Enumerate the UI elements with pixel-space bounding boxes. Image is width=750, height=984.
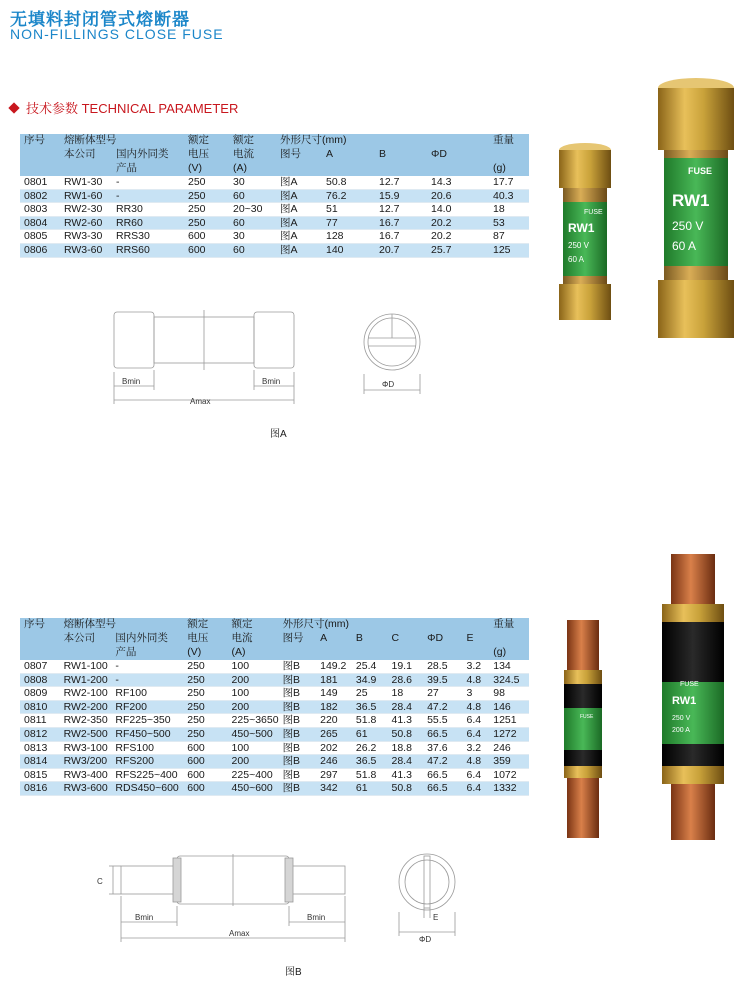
table-row xyxy=(20,782,529,796)
col-weight: 重量 xyxy=(489,618,529,632)
table-row xyxy=(20,687,529,701)
fuse-photo-b xyxy=(562,552,742,842)
cell-fig: 图B xyxy=(279,768,317,782)
col-dim-a: A xyxy=(322,148,375,162)
cell-seq: 0808 xyxy=(20,673,60,687)
page-title-cn: 无填料封闭管式熔断器 xyxy=(10,10,190,29)
col-current-2: 电流 xyxy=(229,148,276,162)
cell-model: RW2-60 xyxy=(60,216,112,230)
cell-A: 342 xyxy=(316,782,352,796)
cell-equiv: RRS60 xyxy=(112,243,184,257)
cell-equiv: RF450~500 xyxy=(111,727,183,741)
col-fig: 图号 xyxy=(276,148,322,162)
cell-w: 134 xyxy=(489,660,529,673)
cell-v: 250 xyxy=(183,660,227,673)
cell-C: 41.3 xyxy=(388,714,424,728)
cell-a: 200 xyxy=(228,755,279,769)
col-dim-b: B xyxy=(375,148,427,162)
cell-w: 53 xyxy=(489,216,529,230)
cell-v: 250 xyxy=(183,687,227,701)
cell-E: 3 xyxy=(463,687,490,701)
cell-fig: 图B xyxy=(279,741,317,755)
photo-a-small-voltage: 250 V xyxy=(568,241,589,250)
cell-a: 100 xyxy=(228,741,279,755)
cell-v: 250 xyxy=(183,714,227,728)
table-row xyxy=(20,216,529,230)
col-model-group: 熔断体型号 xyxy=(60,134,184,148)
col-current-unit: (A) xyxy=(229,162,276,176)
cell-B: 26.2 xyxy=(352,741,388,755)
cell-A: 77 xyxy=(322,216,375,230)
col-current-unit: (A) xyxy=(228,646,279,660)
col-dim-d: ΦD xyxy=(423,632,462,646)
figure-a-drawing xyxy=(100,300,440,440)
figure-b-drawing xyxy=(95,850,465,960)
col-model-ours: 本公司 xyxy=(60,148,112,162)
cell-fig: 图A xyxy=(276,176,322,189)
cell-a: 60 xyxy=(229,189,276,203)
cell-model: RW1-100 xyxy=(60,660,112,673)
cell-D: 20.2 xyxy=(427,216,489,230)
cell-v: 600 xyxy=(184,230,229,244)
photo-a-large-current: 60 A xyxy=(672,239,697,253)
cell-B: 16.7 xyxy=(375,230,427,244)
cell-A: 76.2 xyxy=(322,189,375,203)
fig-a-dia: ΦD xyxy=(382,380,395,389)
photo-a-small-model: RW1 xyxy=(568,221,595,235)
figure-b-caption: 图B xyxy=(285,967,302,978)
cell-seq: 0806 xyxy=(20,243,60,257)
cell-D: 14.0 xyxy=(427,203,489,217)
cell-a: 60 xyxy=(229,216,276,230)
cell-a: 225~400 xyxy=(228,768,279,782)
cell-E: 4.8 xyxy=(463,673,490,687)
col-dim-group: 外形尺寸(mm) xyxy=(279,618,490,632)
cell-B: 61 xyxy=(352,782,388,796)
cell-A: 181 xyxy=(316,673,352,687)
cell-B: 12.7 xyxy=(375,203,427,217)
col-seq: 序号 xyxy=(20,618,60,632)
table-row xyxy=(20,768,529,782)
col-voltage-unit: (V) xyxy=(184,162,229,176)
photo-a-large-voltage: 250 V xyxy=(672,219,704,233)
cell-A: 149.2 xyxy=(316,660,352,673)
cell-E: 6.4 xyxy=(463,727,490,741)
col-model-domestic-2: 产品 xyxy=(111,646,183,660)
cell-A: 297 xyxy=(316,768,352,782)
cell-a: 20~30 xyxy=(229,203,276,217)
cell-equiv: RR30 xyxy=(112,203,184,217)
cell-seq: 0811 xyxy=(20,714,60,728)
cell-fig: 图A xyxy=(276,243,322,257)
cell-B: 15.9 xyxy=(375,189,427,203)
col-current: 额定 xyxy=(228,618,279,632)
table-row xyxy=(20,243,529,257)
fig-b-bmin-left: Bmin xyxy=(135,913,154,922)
table-row xyxy=(20,741,529,755)
cell-C: 28.6 xyxy=(388,673,424,687)
cell-E: 3.2 xyxy=(463,741,490,755)
cell-C: 41.3 xyxy=(388,768,424,782)
col-dim-a: A xyxy=(316,632,352,646)
cell-a: 200 xyxy=(228,673,279,687)
cell-model: RW2-350 xyxy=(60,714,112,728)
cell-seq: 0813 xyxy=(20,741,60,755)
cell-equiv: - xyxy=(111,673,183,687)
cell-v: 250 xyxy=(183,700,227,714)
cell-equiv: RR60 xyxy=(112,216,184,230)
cell-equiv: RDS450~600 xyxy=(111,782,183,796)
cell-D: 37.6 xyxy=(423,741,462,755)
photo-b-large-model: RW1 xyxy=(672,695,697,707)
table-row xyxy=(20,230,529,244)
col-voltage: 额定 xyxy=(183,618,227,632)
table-header-row xyxy=(20,646,529,660)
cell-v: 600 xyxy=(183,782,227,796)
col-model-domestic: 国内外同类 xyxy=(111,632,183,646)
col-model-ours: 本公司 xyxy=(60,632,112,646)
cell-equiv: - xyxy=(111,660,183,673)
cell-B: 25.4 xyxy=(352,660,388,673)
cell-seq: 0814 xyxy=(20,755,60,769)
cell-fig: 图B xyxy=(279,673,317,687)
col-weight-unit: (g) xyxy=(489,646,529,660)
section-heading xyxy=(10,98,238,117)
cell-model: RW2-100 xyxy=(60,687,112,701)
cell-w: 359 xyxy=(489,755,529,769)
cell-a: 225~3650 xyxy=(228,714,279,728)
fig-b-amax: Amax xyxy=(229,929,250,938)
table-row xyxy=(20,203,529,217)
spec-table-b xyxy=(20,618,529,796)
cell-model: RW2-200 xyxy=(60,700,112,714)
cell-w: 1072 xyxy=(489,768,529,782)
cell-fig: 图B xyxy=(279,687,317,701)
cell-A: 128 xyxy=(322,230,375,244)
cell-seq: 0807 xyxy=(20,660,60,673)
table-row xyxy=(20,700,529,714)
table-header-row xyxy=(20,618,529,632)
cell-v: 250 xyxy=(184,176,229,189)
cell-a: 200 xyxy=(228,700,279,714)
fig-a-bmin-right: Bmin xyxy=(262,377,281,386)
cell-fig: 图B xyxy=(279,755,317,769)
cell-B: 51.8 xyxy=(352,714,388,728)
cell-E: 6.4 xyxy=(463,714,490,728)
cell-v: 250 xyxy=(184,216,229,230)
cell-B: 51.8 xyxy=(352,768,388,782)
col-model-domestic-2: 产品 xyxy=(112,162,184,176)
cell-E: 4.8 xyxy=(463,700,490,714)
cell-fig: 图A xyxy=(276,230,322,244)
cell-a: 450~500 xyxy=(228,727,279,741)
col-current: 额定 xyxy=(229,134,276,148)
cell-w: 125 xyxy=(489,243,529,257)
spec-table-a xyxy=(20,134,529,258)
table-header-row xyxy=(20,134,529,148)
cell-A: 149 xyxy=(316,687,352,701)
cell-w: 1332 xyxy=(489,782,529,796)
col-seq: 序号 xyxy=(20,134,60,148)
col-dim-b: B xyxy=(352,632,388,646)
cell-equiv: RF100 xyxy=(111,687,183,701)
cell-B: 12.7 xyxy=(375,176,427,189)
cell-B: 36.5 xyxy=(352,755,388,769)
cell-A: 265 xyxy=(316,727,352,741)
cell-D: 66.5 xyxy=(423,727,462,741)
cell-model: RW2-500 xyxy=(60,727,112,741)
cell-v: 250 xyxy=(183,727,227,741)
table-row xyxy=(20,176,529,189)
table-row xyxy=(20,755,529,769)
col-model-group: 熔断体型号 xyxy=(60,618,184,632)
cell-model: RW3-100 xyxy=(60,741,112,755)
section-heading-label: 技术参数 TECHNICAL PARAMETER xyxy=(26,101,239,116)
cell-A: 246 xyxy=(316,755,352,769)
cell-v: 250 xyxy=(184,203,229,217)
cell-equiv: RFS225~400 xyxy=(111,768,183,782)
cell-model: RW3-400 xyxy=(60,768,112,782)
photo-b-small-brand: FUSE xyxy=(580,714,594,720)
fig-b-bmin-right: Bmin xyxy=(307,913,326,922)
cell-A: 51 xyxy=(322,203,375,217)
col-voltage: 额定 xyxy=(184,134,229,148)
cell-equiv: - xyxy=(112,176,184,189)
cell-equiv: RF225~350 xyxy=(111,714,183,728)
cell-seq: 0801 xyxy=(20,176,60,189)
table-row xyxy=(20,660,529,673)
cell-seq: 0812 xyxy=(20,727,60,741)
cell-w: 1272 xyxy=(489,727,529,741)
photo-a-small-current: 60 A xyxy=(568,255,585,264)
cell-C: 28.4 xyxy=(388,700,424,714)
cell-model: RW3/200 xyxy=(60,755,112,769)
table-row xyxy=(20,714,529,728)
cell-seq: 0804 xyxy=(20,216,60,230)
cell-D: 47.2 xyxy=(423,700,462,714)
cell-D: 47.2 xyxy=(423,755,462,769)
cell-D: 14.3 xyxy=(427,176,489,189)
cell-w: 246 xyxy=(489,741,529,755)
col-voltage-2: 电压 xyxy=(184,148,229,162)
cell-model: RW1-200 xyxy=(60,673,112,687)
cell-C: 18.8 xyxy=(388,741,424,755)
cell-seq: 0803 xyxy=(20,203,60,217)
photo-b-large-brand: FUSE xyxy=(680,681,699,688)
cell-D: 20.2 xyxy=(427,230,489,244)
cell-fig: 图B xyxy=(279,727,317,741)
fig-b-dia: ΦD xyxy=(419,935,432,944)
cell-A: 182 xyxy=(316,700,352,714)
fig-b-e: E xyxy=(433,913,439,922)
cell-seq: 0809 xyxy=(20,687,60,701)
cell-w: 324.5 xyxy=(489,673,529,687)
cell-v: 600 xyxy=(183,755,227,769)
cell-a: 30 xyxy=(229,230,276,244)
photo-a-large-model: RW1 xyxy=(672,191,710,210)
cell-a: 60 xyxy=(229,243,276,257)
col-current-2: 电流 xyxy=(228,632,279,646)
cell-C: 28.4 xyxy=(388,755,424,769)
cell-model: RW1-60 xyxy=(60,189,112,203)
table-row xyxy=(20,189,529,203)
page-title-en: NON-FILLINGS CLOSE FUSE xyxy=(10,26,224,42)
cell-C: 19.1 xyxy=(388,660,424,673)
cell-C: 18 xyxy=(388,687,424,701)
cell-D: 25.7 xyxy=(427,243,489,257)
cell-a: 100 xyxy=(228,687,279,701)
photo-a-large-brand: FUSE xyxy=(688,166,713,176)
cell-equiv: - xyxy=(112,189,184,203)
col-model-domestic: 国内外同类 xyxy=(112,148,184,162)
cell-fig: 图B xyxy=(279,782,317,796)
cell-equiv: RF200 xyxy=(111,700,183,714)
cell-w: 17.7 xyxy=(489,176,529,189)
cell-a: 100 xyxy=(228,660,279,673)
cell-w: 1251 xyxy=(489,714,529,728)
fig-a-bmin-left: Bmin xyxy=(122,377,141,386)
cell-C: 50.8 xyxy=(388,782,424,796)
photo-b-large-voltage: 250 V xyxy=(672,715,691,722)
cell-E: 3.2 xyxy=(463,660,490,673)
col-fig: 图号 xyxy=(279,632,317,646)
table-header-row xyxy=(20,162,529,176)
figure-a-caption: 图A xyxy=(270,429,287,440)
cell-fig: 图B xyxy=(279,714,317,728)
col-dim-d: ΦD xyxy=(427,148,489,162)
cell-w: 87 xyxy=(489,230,529,244)
fuse-photo-a xyxy=(548,74,750,344)
cell-equiv: RRS30 xyxy=(112,230,184,244)
cell-model: RW1-30 xyxy=(60,176,112,189)
cell-w: 98 xyxy=(489,687,529,701)
cell-model: RW3-60 xyxy=(60,243,112,257)
cell-fig: 图A xyxy=(276,216,322,230)
photo-a-small-brand: FUSE xyxy=(584,209,603,216)
cell-A: 202 xyxy=(316,741,352,755)
col-dim-group: 外形尺寸(mm) xyxy=(276,134,489,148)
cell-v: 250 xyxy=(183,673,227,687)
cell-E: 6.4 xyxy=(463,782,490,796)
cell-B: 16.7 xyxy=(375,216,427,230)
diamond-bullet-icon xyxy=(8,102,19,113)
cell-fig: 图A xyxy=(276,189,322,203)
cell-D: 66.5 xyxy=(423,768,462,782)
table-header-row xyxy=(20,632,529,646)
cell-C: 50.8 xyxy=(388,727,424,741)
cell-D: 55.5 xyxy=(423,714,462,728)
cell-model: RW3-30 xyxy=(60,230,112,244)
table-header-row xyxy=(20,148,529,162)
cell-seq: 0805 xyxy=(20,230,60,244)
cell-fig: 图B xyxy=(279,660,317,673)
cell-D: 28.5 xyxy=(423,660,462,673)
fig-b-c: C xyxy=(97,877,103,886)
cell-A: 220 xyxy=(316,714,352,728)
cell-D: 39.5 xyxy=(423,673,462,687)
cell-v: 600 xyxy=(183,768,227,782)
cell-fig: 图A xyxy=(276,203,322,217)
cell-B: 36.5 xyxy=(352,700,388,714)
cell-B: 20.7 xyxy=(375,243,427,257)
photo-b-large-current: 200 A xyxy=(672,727,690,734)
col-voltage-unit: (V) xyxy=(183,646,227,660)
cell-seq: 0816 xyxy=(20,782,60,796)
cell-E: 6.4 xyxy=(463,768,490,782)
cell-w: 146 xyxy=(489,700,529,714)
cell-A: 50.8 xyxy=(322,176,375,189)
cell-E: 4.8 xyxy=(463,755,490,769)
cell-v: 600 xyxy=(183,741,227,755)
col-dim-e: E xyxy=(463,632,490,646)
col-voltage-2: 电压 xyxy=(183,632,227,646)
cell-A: 140 xyxy=(322,243,375,257)
cell-model: RW3-600 xyxy=(60,782,112,796)
cell-seq: 0815 xyxy=(20,768,60,782)
cell-w: 18 xyxy=(489,203,529,217)
cell-a: 450~600 xyxy=(228,782,279,796)
cell-D: 20.6 xyxy=(427,189,489,203)
cell-model: RW2-30 xyxy=(60,203,112,217)
col-dim-c: C xyxy=(388,632,424,646)
col-weight-unit: (g) xyxy=(489,162,529,176)
cell-D: 66.5 xyxy=(423,782,462,796)
cell-B: 61 xyxy=(352,727,388,741)
cell-v: 250 xyxy=(184,189,229,203)
table-row xyxy=(20,727,529,741)
table-row xyxy=(20,673,529,687)
fig-a-amax: Amax xyxy=(190,397,211,406)
cell-v: 600 xyxy=(184,243,229,257)
cell-equiv: RFS100 xyxy=(111,741,183,755)
cell-seq: 0810 xyxy=(20,700,60,714)
cell-fig: 图B xyxy=(279,700,317,714)
cell-equiv: RFS200 xyxy=(111,755,183,769)
cell-B: 25 xyxy=(352,687,388,701)
cell-seq: 0802 xyxy=(20,189,60,203)
cell-a: 30 xyxy=(229,176,276,189)
cell-B: 34.9 xyxy=(352,673,388,687)
cell-D: 27 xyxy=(423,687,462,701)
cell-w: 40.3 xyxy=(489,189,529,203)
col-weight: 重量 xyxy=(489,134,529,148)
